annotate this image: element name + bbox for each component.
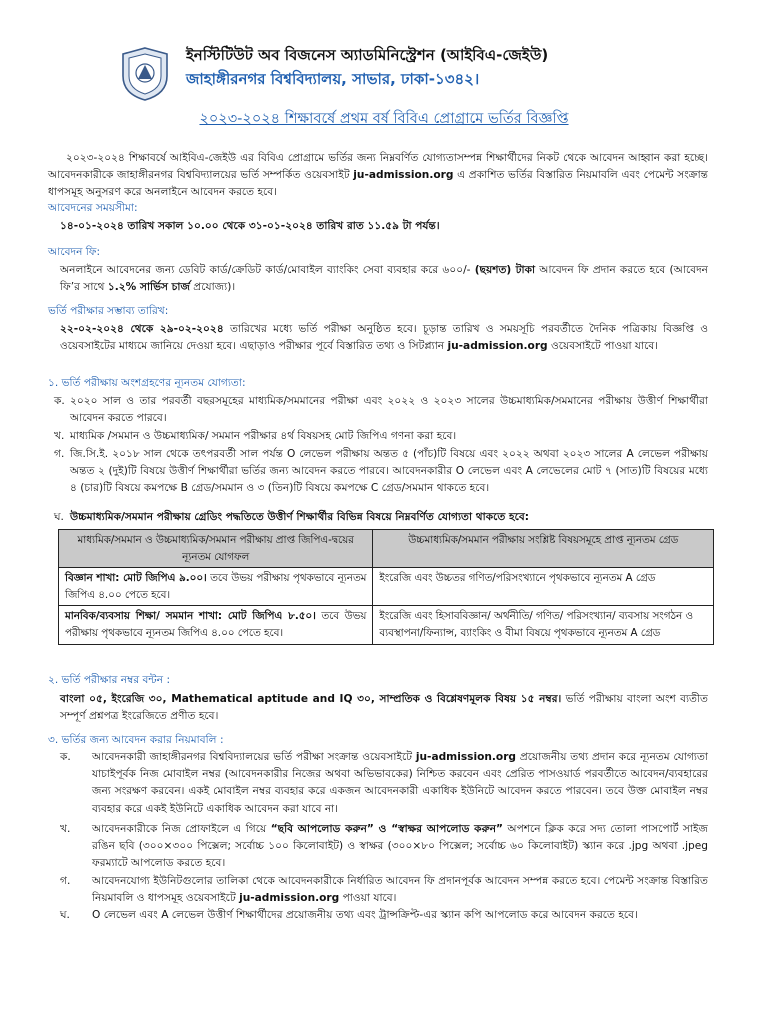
website-link[interactable]: ju-admission.org [239,892,340,905]
exam-date-text: ২২-০২-২০২৪ থেকে ২৯-০২-২০২৪ তারিখের মধ্যে ভর্তি পরীক্ষা অনুষ্ঠিত হবে। চূড়ান্ত তারিখ ও সময়সূচি পরবর্তীতে দৈনিক পত্রিকায় বিজ্ঞপ্তি ও ওয়েবসাইটের মাধ্যমে জানিয়ে দেওয়া হবে। এছাড়াও পরীক্ষার পূর্বে বিস্তারিত তথ্য ও সিটপ্ল্যান ju-admission.org ওয়েবসাইটে পাওয়া যাবে। [60,323,708,353]
fee-heading: আবেদন ফি: [48,246,101,258]
table-cell: ইংরেজি এবং হিসাববিজ্ঞান/ অর্থনীতি/ গণিত/ পরিসংখ্যান/ ব্যবসায় সংগঠন ও ব্যবস্থাপনা/ফিন্যান্স, ব্যাংকিং ও বীমা বিষয়ে পৃথকভাবে ন্যূনতম A গ্রেড [373,606,714,644]
grade-requirements-table [58,529,714,645]
website-link[interactable]: ju-admission.org [415,751,517,763]
eligibility-item: ক. ২০২০ সাল ও তার পরবর্তী বছরসমূহের মাধ্যমিক/সমমানের পরীক্ষা এবং ২০২২ ও ২০২৩ সালের উচ্চমাধ্যমিক/সমমানের পরীক্ষায় উত্তীর্ণ শিক্ষার্থীরা আবেদন করতে পারবে। [54,395,708,425]
marks-text: বাংলা ০৫, ইংরেজি ৩০, Mathematical aptitude and IQ ৩০, সাম্প্রতিক ও বিশ্লেষণমূলক বিষয় ১৫ নম্বর। ভর্তি পরীক্ষায় বাংলা অংশ ব্যতীত সম্পূর্ণ প্রশ্নপত্র ইংরেজিতে প্রণীত হবে। [60,693,708,723]
eligibility-item: ঘ. উচ্চমাধ্যমিক/সমমান পরীক্ষায় গ্রেডিং পদ্ধতিতে উত্তীর্ণ শিক্ষার্থীর বিভিন্ন বিষয়ে নিম্নবর্ণিত যোগ্যতা থাকতে হবে: [54,511,529,523]
period-text: ১৪-০১-২০২৪ তারিখ সকাল ১০.০০ থেকে ৩১-০১-২০২৪ তারিখ রাত ১১.৫৯ টা পর্যন্ত। [60,220,440,232]
table-cell: ইংরেজি এবং উচ্চতর গণিত/পরিসংখ্যানে পৃথকভাবে ন্যূনতম A গ্রেড [373,568,714,606]
institute-name: ইনস্টিটিউট অব বিজনেস অ্যাডমিনিস্ট্রেশন (আইবিএ-জেইউ) [186,46,549,64]
marks-heading: ২. ভর্তি পরীক্ষার নম্বর বন্টন : [48,674,171,686]
period-heading: আবেদনের সময়সীমা: [48,202,138,214]
university-name: জাহাঙ্গীরনগর বিশ্ববিদ্যালয়, সাভার, ঢাকা-১৩৪২। [186,70,480,88]
rule-item: খ. আবেদনকারীকে নিজ প্রোফাইলে এ গিয়ে “ছবি আপলোড করুন” ও “স্বাক্ষর আপলোড করুন” অপশনে ক্লিক করে সদ্য তোলা পাসপোর্ট সাইজ রঙিন ছবি (৩০০×৩০০ পিক্সেল; সর্বোচ্চ ১০০ কিলোবাইট) ও স্বাক্ষর (৩০০×৮০ পিক্সেল; সর্বোচ্চ ৬০ কিলোবাইট) স্ক্যান করে .jpg অথবা .jpeg ফরম্যাটে আপলোড করতে হবে। [60,823,708,870]
page-title: ২০২৩-২০২৪ শিক্ষাবর্ষে প্রথম বর্ষ বিবিএ প্রোগ্রামে ভর্তির বিজ্ঞপ্তি [199,111,569,127]
website-link[interactable]: ju-admission.org [353,169,454,182]
intro-paragraph: ২০২৩-২০২৪ শিক্ষাবর্ষে আইবিএ-জেইউ এর বিবিএ প্রোগ্রামে ভর্তির জন্য নিম্নবর্ণিত যোগ্যতাসম্পন্ন শিক্ষার্থীদের নিকট থেকে আবেদন আহ্বান করা হচ্ছে। আবেদনকারীকে জাহাঙ্গীরনগর বিশ্ববিদ্যালয়ের ভর্তি সম্পর্কিত ওয়েবসাইট ju-admission.org এ প্রকাশিত ভর্তির বিস্তারিত নিয়মাবলি এবং পেমেন্ট সংক্রান্ত ধাপসমূহ অনুসরণ করে অনলাইনে আবেদন করতে হবে। [48,152,708,199]
table-cell: মানবিক/ব্যবসায় শিক্ষা/ সমমান শাখা: মোট জিপিএ ৮.৫০। তবে উভয় পরীক্ষায় পৃথকভাবে ন্যূনতম জিপিএ ৪.০০ পেতে হবে। [59,606,373,644]
exam-date-heading: ভর্তি পরীক্ষার সম্ভাব্য তারিখ: [48,305,169,317]
rule-item: ক. আবেদনকারী জাহাঙ্গীরনগর বিশ্ববিদ্যালয়ের ভর্তি পরীক্ষা সংক্রান্ত ওয়েবসাইটে ju-admission.org প্রয়োজনীয় তথ্য প্রদান করে ন্যূনতম যোগ্যতা যাচাইপূর্বক নিজ মোবাইল নম্বর (আবেদনকারীর নিজের অথবা অভিভাবকের) নিশ্চিত করবেন এবং প্রেরিত পাসওয়ার্ড পরবর্তীতে আবেদন/ব্যবহারের জন্য সংরক্ষণ করবেন। একই মোবাইল নম্বর ব্যবহার করে একজন আবেদনকারী একাধিক ইউনিটে আবেদন করতে পারবেন। তবে উক্ত মোবাইল নম্বর ব্যবহার করে একই ইউনিটে একাধিক আবেদন করা যাবে না। [60,751,708,815]
table-header: উচ্চমাধ্যমিক/সমমান পরীক্ষায় সংশ্লিষ্ট বিষয়সমূহে প্রাপ্ত ন্যূনতম গ্রেড [373,530,714,568]
university-seal-icon [120,46,170,102]
table-row [59,606,714,644]
fee-text: অনলাইনে আবেদনের জন্য ডেবিট কার্ড/ক্রেডিট কার্ড/মোবাইল ব্যাংকিং সেবা ব্যবহার করে ৬০০/- (ছয়শত) টাকা আবেদন ফি প্রদান করতে হবে (আবেদন ফি’র সাথে ১.২% সার্ভিস চার্জ প্রযোজ্য)। [60,264,708,294]
rule-item: ঘ. O লেভেল এবং A লেভেল উত্তীর্ণ শিক্ষার্থীদের প্রয়োজনীয় তথ্য এবং ট্রান্সক্রিপ্ট-এর স্ক্যান কপি আপলোড করে আবেদন করতে হবে। [60,909,638,921]
website-link[interactable]: ju-admission.org [447,340,548,353]
eligibility-item: গ. জি.সি.ই. ২০১৮ সাল থেকে তৎপরবর্তী সাল পর্যন্ত O লেভেল পরীক্ষায় অন্তত ৫ (পাঁচ)টি বিষয়ে এবং ২০২২ অথবা ২০২৩ সালের A লেভেল পরীক্ষায় অন্তত ২ (দুই)টি বিষয়ে উত্তীর্ণ শিক্ষার্থীরা ভর্তির জন্য আবেদন করতে পারবে। আবেদনকারীর O লেভেল এবং A লেভেলের মোট ৭ (সাত)টি বিষয়ের মধ্যে ৪ (চার)টি বিষয়ে কমপক্ষে B গ্রেড/সমমান ও ৩ (তিন)টি বিষয়ে কমপক্ষে C গ্রেড/সমমান থাকতে হবে। [54,448,708,495]
table-row [59,568,714,606]
eligibility-item: খ. মাধ্যমিক /সমমান ও উচ্চমাধ্যমিক/ সমমান পরীক্ষার ৪র্থ বিষয়সহ মোট জিপিএ গণনা করা হবে। [54,430,457,442]
rule-item: গ. আবেদনযোগ্য ইউনিটগুলোর তালিকা থেকে আবেদনকারীকে নির্ধারিত আবেদন ফি প্রদানপূর্বক আবেদন সম্পন্ন করতে হবে। পেমেন্ট সংক্রান্ত বিস্তারিত নিয়মাবলি ও ধাপসমূহ ওয়েবসাইটে ju-admission.org পাওয়া যাবে। [60,875,708,905]
eligibility-heading: ১. ভর্তি পরীক্ষায় অংশগ্রহণের ন্যূনতম যোগ্যতা: [48,377,246,389]
table-header: মাধ্যমিক/সমমান ও উচ্চমাধ্যমিক/সমমান পরীক্ষায় প্রাপ্ত জিপিএ-দ্বয়ের ন্যূনতম যোগফল [59,530,373,568]
table-cell: বিজ্ঞান শাখা: মোট জিপিএ ৯.০০। তবে উভয় পরীক্ষায় পৃথকভাবে ন্যূনতম জিপিএ ৪.০০ পেতে হবে। [59,568,373,606]
rules-heading: ৩. ভর্তির জন্য আবেদন করার নিয়মাবলি : [48,734,224,746]
